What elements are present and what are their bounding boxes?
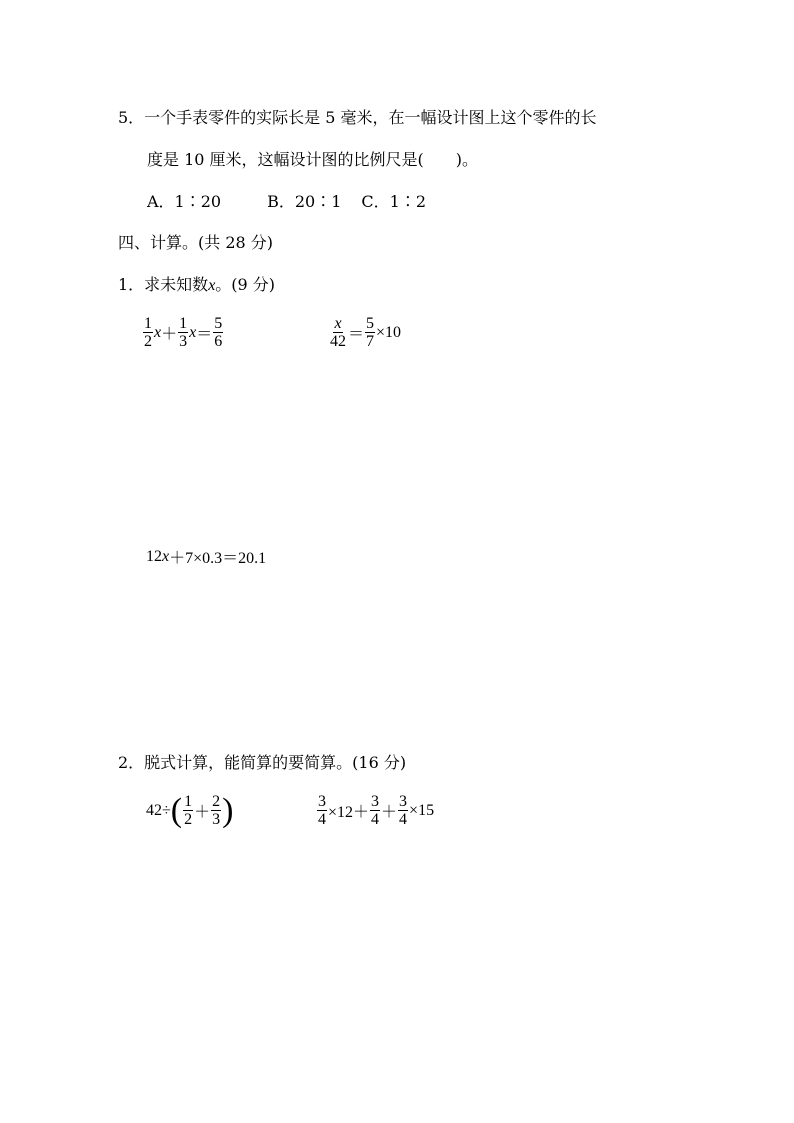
numerator: 5 — [214, 315, 223, 332]
equals-sign: ＝ — [196, 326, 213, 343]
denominator: 3 — [212, 811, 221, 828]
q5-line2: 度是 10 厘米，这幅设计图的比例尺是( )。 — [147, 150, 479, 169]
right-paren: ) — [222, 791, 234, 829]
expression-2 — [316, 793, 434, 828]
denominator: 7 — [366, 333, 375, 350]
part1-title — [118, 275, 275, 296]
part1-title-var: x — [208, 277, 216, 294]
denominator: 4 — [318, 811, 326, 828]
q5-options — [147, 192, 426, 212]
expression-1 — [146, 793, 233, 828]
denominator: 6 — [214, 333, 223, 350]
fraction — [370, 793, 380, 828]
fraction — [183, 793, 193, 828]
equation-rest: ＋7×0.3＝20.1 — [169, 550, 267, 567]
expression-term: ×15 — [409, 801, 435, 819]
numerator: 1 — [184, 793, 193, 810]
variable-x: x — [189, 323, 197, 341]
fraction — [398, 793, 408, 828]
q5-line1: 5．一个手表零件的实际长是 5 毫米，在一幅设计图上这个零件的长 — [118, 108, 597, 127]
numerator: 1 — [179, 315, 188, 332]
option-c: C．1∶2 — [361, 192, 427, 211]
denominator: 4 — [399, 811, 408, 828]
plus-sign: ＋ — [161, 326, 178, 343]
variable-x: x — [154, 323, 162, 341]
numerator: 3 — [399, 793, 408, 810]
denominator: 3 — [179, 333, 188, 350]
part1-title-suffix: 。(9 分) — [215, 275, 276, 294]
fraction — [317, 793, 327, 828]
fraction — [178, 315, 188, 350]
plus-sign: ＋ — [381, 804, 398, 821]
numerator: 3 — [318, 793, 326, 810]
equation-2 — [328, 315, 401, 350]
numerator: 1 — [144, 315, 152, 332]
fraction — [211, 793, 221, 828]
numerator: x — [334, 315, 342, 332]
left-paren: ( — [170, 791, 183, 829]
denominator: 2 — [184, 811, 193, 828]
denominator: 42 — [330, 333, 346, 350]
numerator: 3 — [371, 793, 380, 810]
section-heading: 四、计算。(共 28 分) — [118, 233, 274, 252]
fraction — [213, 315, 223, 350]
equation-1 — [142, 315, 224, 350]
plus-sign: ＋ — [194, 804, 211, 821]
part1-title-text: 1．求未知数 — [118, 275, 209, 294]
coefficient: 12 — [146, 547, 162, 565]
option-b: B．20∶1 — [267, 192, 342, 211]
numerator: 2 — [212, 793, 221, 810]
equation-tail: ×10 — [376, 323, 402, 341]
equation-3 — [146, 545, 266, 568]
denominator: 4 — [371, 811, 380, 828]
fraction — [365, 315, 375, 350]
part2-title: 2．脱式计算，能简算的要简算。(16 分) — [118, 753, 407, 772]
variable-x: x — [162, 547, 170, 565]
fraction — [143, 315, 153, 350]
expression-prefix: 42÷ — [146, 801, 171, 819]
numerator: 5 — [366, 315, 375, 332]
fraction — [329, 315, 347, 350]
expression-term: ×12＋ — [328, 804, 370, 821]
equals-sign: ＝ — [348, 326, 365, 343]
denominator: 2 — [144, 333, 152, 350]
option-a: A．1∶20 — [147, 192, 222, 211]
